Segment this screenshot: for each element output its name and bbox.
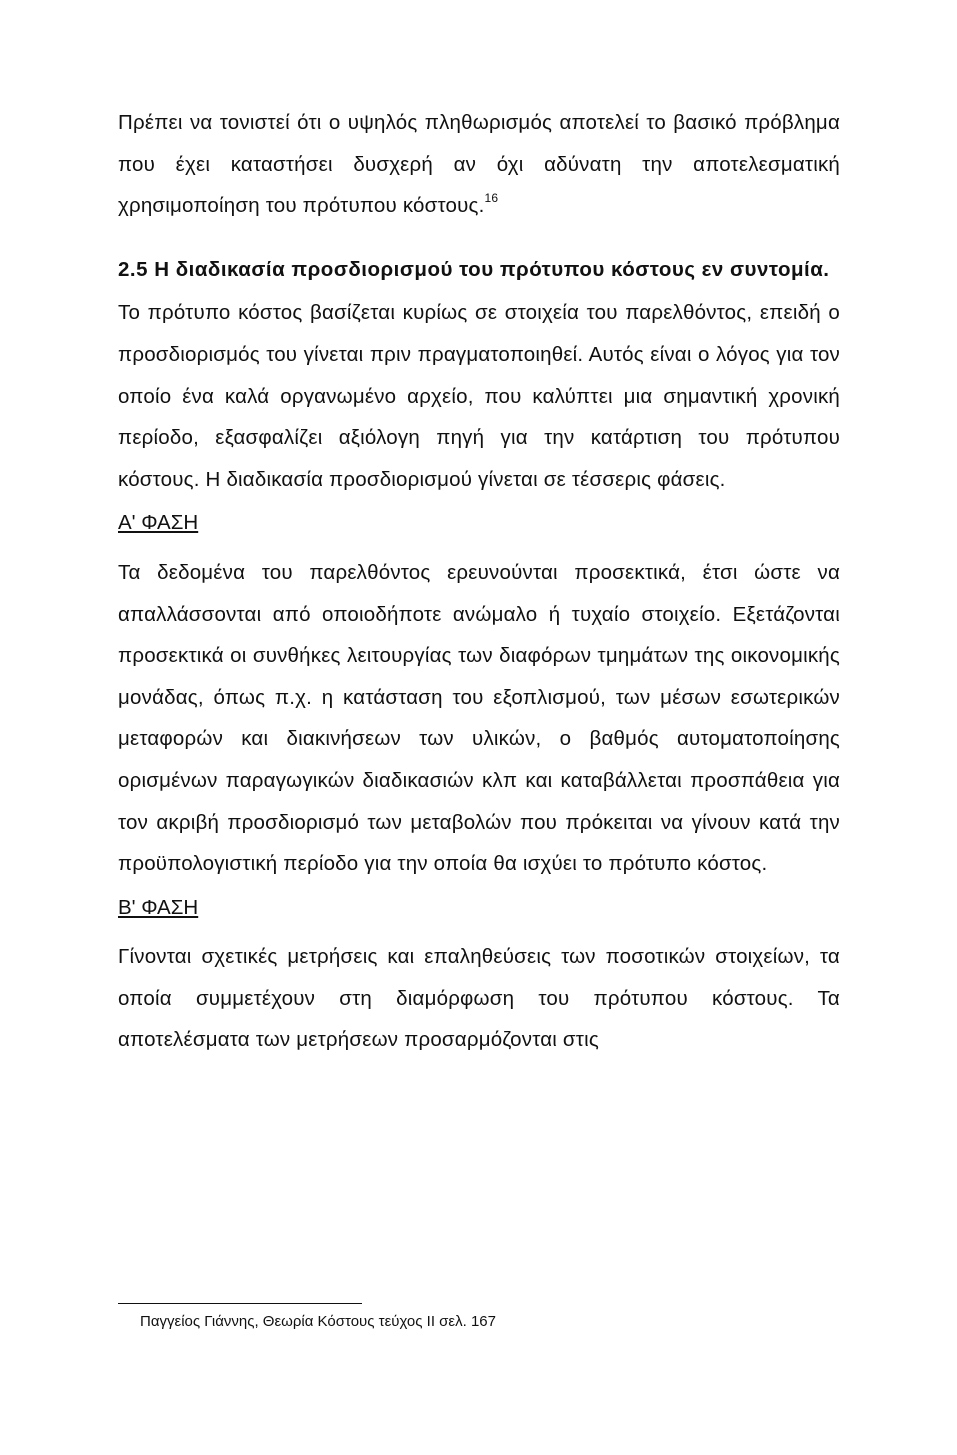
intro-paragraph [118,102,840,227]
footnote-separator [118,1303,362,1304]
footnote-area [118,1303,840,1332]
phase-a-paragraph: Τα δεδομένα του παρελθόντος ερευνούνται προσεκτικά, έτσι ώστε να απαλλάσσονται από οποιοδήποτε ανώμαλο ή τυχαίο στοιχείο. Εξετάζονται προσεκτικά οι συνθήκες λειτουργίας των διαφόρων τμημάτων της οικονομικής μονάδας, όπως π.χ. η κατάσταση του εξοπλισμού, των μέσων εσωτερικών μεταφορών και διακινήσεων των υλικών, ο βαθμός αυτοματοποίησης ορισμένων παραγωγικών διαδικασιών κλπ και καταβάλλεται προσπάθεια για τον ακριβή προσδιορισμό των μεταβολών που πρόκειται να γίνουν κατά την προϋπολογιστική περίοδο για την οποία θα ισχύει το πρότυπο κόστος. [118,560,840,876]
phase-b-title: Β' ΦΑΣΗ [118,895,199,919]
footnote-text: Παγγείος Γιάννης, Θεωρία Κόστους τεύχος ΙΙ σελ. 167 [140,1313,496,1330]
document-page [118,102,840,1061]
intro-text: Πρέπει να τονιστεί ότι ο υψηλός πληθωρισμός αποτελεί το βασικό πρόβλημα που έχει καταστήσει δυσχερή αν όχι αδύνατη την αποτελεσματική χρησιμοποίηση του πρότυπου κόστους. [118,111,840,218]
section-body-paragraph: Το πρότυπο κόστος βασίζεται κυρίως σε στοιχεία του παρελθόντος, επειδή ο προσδιορισμός του γίνεται πριν πραγματοποιηθεί. Αυτός είναι ο λόγος για τον οποίο ένα καλά οργανωμένο αρχείο, που καλύπτει μια σημαντική χρονική περίοδο, εξασφαλίζει αξιόλογη πηγή για την κατάρτιση του πρότυπου κόστους. Η διαδικασία προσδιορισμού γίνεται σε τέσσερις φάσεις. [118,301,840,491]
phase-b-paragraph: Γίνονται σχετικές μετρήσεις και επαληθεύσεις των ποσοτικών στοιχείων, τα οποία συμμετέχουν στη διαμόρφωση του πρότυπου κόστους. Τα αποτελέσματα των μετρήσεων προσαρμόζονται στις [118,945,840,1052]
section-heading: 2.5 Η διαδικασία προσδιορισμού του πρότυπου κόστους εν συντομία. [118,257,830,281]
phase-a-title: Α' ΦΑΣΗ [118,511,199,535]
footnote-reference: 16 [484,191,499,206]
